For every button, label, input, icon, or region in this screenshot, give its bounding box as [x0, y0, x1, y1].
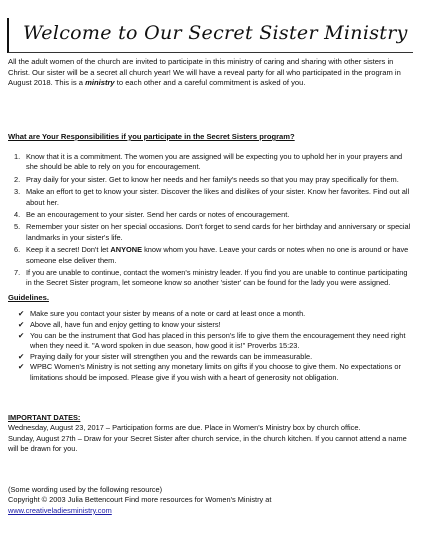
list-item: [8, 152, 412, 173]
resource-link[interactable]: www.creativeladiesministry.com: [8, 505, 112, 515]
footer-copyright: Copyright © 2003 Julia Bettencourt Find more resources for Women's Ministry at: [8, 495, 272, 505]
check-icon: ✔: [18, 362, 25, 372]
responsibilities-list: [8, 152, 412, 291]
item-text: You can be the instrument that God has placed in this person's life to give them the encouragement they need right when they need it. "A word spoken in due season, how good it is!" Proverbs 15:23.: [30, 330, 406, 350]
footer-note: (Some wording used by the following resource): [8, 485, 163, 494]
list-item: [8, 362, 412, 383]
item-text: If you are unable to continue, contact the women's ministry leader. If you find you are unable to continue participating in the Secret Sister program, let someone know so another 'sister' can be found for the lady you were assigned.: [26, 268, 408, 288]
item-text: Know that it is a commitment. The women you are assigned will be expecting you to uphold her in your prayers and she should be able to rely on you for encouragement.: [26, 152, 403, 172]
list-item: [8, 352, 412, 362]
list-item: [8, 268, 412, 289]
footer: [8, 485, 412, 516]
list-item: [8, 222, 412, 243]
check-icon: ✔: [18, 330, 25, 340]
date-line-1: Wednesday, August 23, 2017 – Participation forms are due. Place in Women's Ministry box by church office.: [8, 423, 361, 433]
item-text: WPBC Women's Ministry is not setting any monetary limits on gifts if you choose to give them. No expectations or limitations should be imposed. Please give if you wish with a heart of generosity not obligation.: [30, 362, 401, 382]
dates-heading: IMPORTANT DATES:: [8, 413, 81, 422]
guidelines-list: [8, 309, 412, 384]
intro-emphasis: ministry: [85, 78, 115, 88]
item-text: Make sure you contact your sister by means of a note or card at least once a month.: [30, 309, 306, 318]
list-item: [8, 175, 412, 185]
list-item: [8, 210, 412, 220]
item-text: Pray daily for your sister. Get to know her needs and her family's needs so that you may pray specifically for them.: [26, 174, 399, 184]
important-dates: [8, 413, 412, 454]
item-text: Remember your sister on her special occasions. Don't forget to send cards for her birthday and anniversary or special landmarks in your sister's life.: [26, 222, 411, 242]
list-item: [8, 331, 412, 352]
item-text: Be an encouragement to your sister. Send her cards or notes of encouragement.: [26, 210, 290, 220]
guidelines-heading: Guidelines.: [8, 293, 49, 302]
item-number: 4.: [14, 210, 21, 220]
item-number: 7.: [14, 268, 21, 278]
item-emphasis: ANYONE: [110, 245, 143, 255]
title-banner: [7, 18, 413, 53]
item-text: Above all, have fun and enjoy getting to know your sisters!: [30, 319, 221, 329]
check-icon: ✔: [18, 309, 25, 318]
item-text: Make an effort to get to know your sister. Discover the likes and dislikes of your sister. Know her favorites. Find out all about her.: [26, 187, 410, 207]
list-item: [8, 187, 412, 208]
item-number: 1.: [14, 152, 21, 161]
check-icon: ✔: [18, 319, 25, 329]
intro-paragraph: [8, 57, 412, 89]
list-item: [8, 309, 412, 319]
check-icon: ✔: [18, 351, 25, 361]
page-title: Welcome to Our Secret Sister Ministry: [23, 22, 408, 44]
item-number: 6.: [14, 245, 21, 255]
responsibilities-heading: What are Your Responsibilities if you participate in the Secret Sisters program?: [8, 132, 295, 141]
item-number: 5.: [14, 222, 21, 232]
item-text: know whom you have. Leave your cards or notes when no one is around or have someone else deliver them.: [26, 245, 409, 265]
list-item: [8, 245, 412, 266]
date-line-2: Sunday, August 27th – Draw for your Secret Sister after church service, in the church kitchen. If you cannot attend a name will be drawn for you.: [8, 433, 407, 453]
list-item: [8, 320, 412, 330]
intro-text-1: All the adult women of the church are invited to participate in this ministry of caring and sharing with other sisters in Christ. Our sister will be a secret all church year! We will have a reveal party for all who participated in the program in August 2018. This is a: [8, 57, 401, 88]
intro-text-2: to each other and a careful commitment is asked of you.: [114, 78, 306, 88]
item-number: 3.: [14, 187, 21, 197]
item-text: Praying daily for your sister will strengthen you and the rewards can be immeasurable.: [30, 351, 313, 361]
item-text: Keep it a secret! Don't let: [26, 245, 111, 255]
item-number: 2.: [14, 174, 21, 184]
